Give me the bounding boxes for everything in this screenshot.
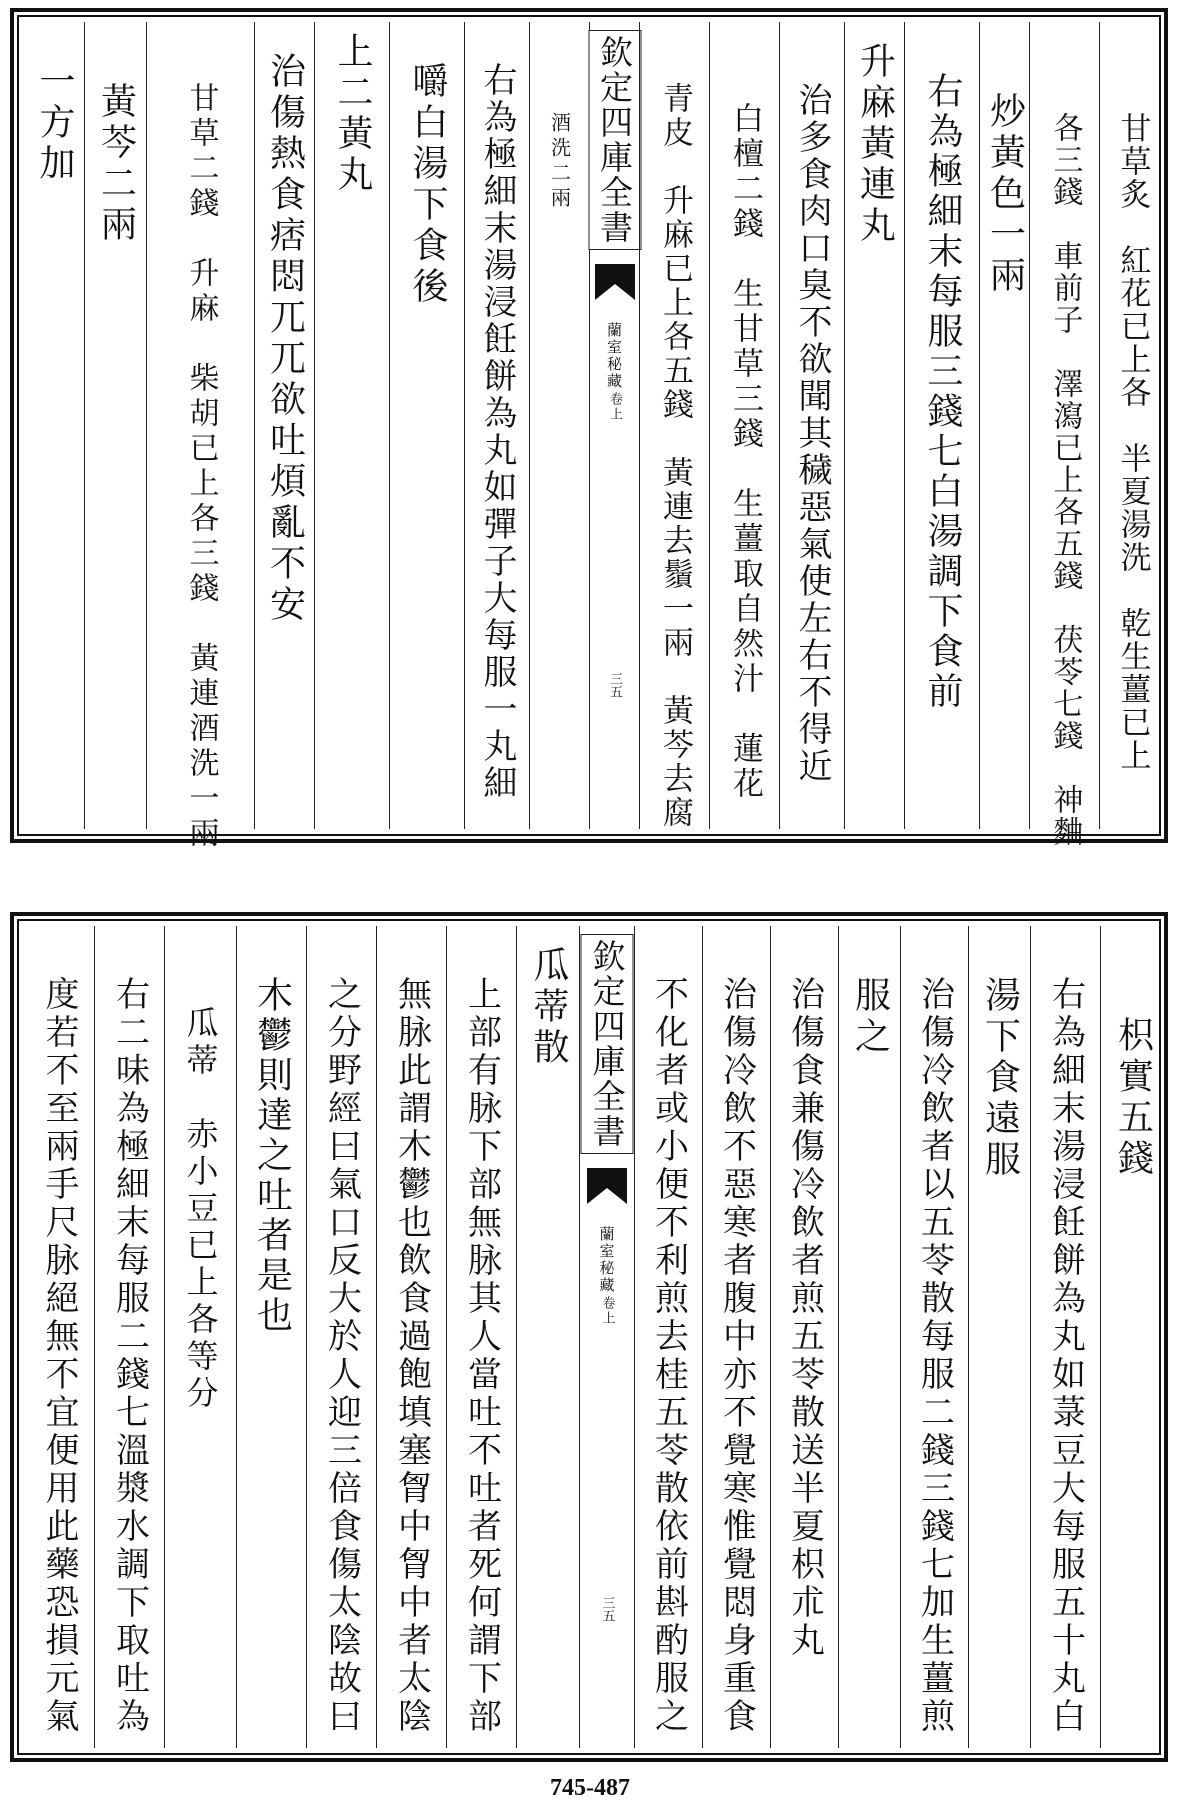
column-text: 甘草炙 紅花已上各 半夏湯洗 乾生薑已上 [1114,112,1151,772]
column-text: 不化者或小便不利煎去桂五苓散依前斟酌服之 [648,976,689,1736]
column-text: 各三錢 車前子 澤瀉已上各五錢 茯苓七錢 神麯 [1047,112,1083,848]
leaf-number: 三五 [599,1596,615,1622]
text-column [900,926,968,1748]
column-text: 炒黃色一兩 [984,92,1026,297]
column-text: 治傷食兼傷冷飲者煎五苓散送半夏枳朮丸 [784,976,825,1660]
book-title: 欽定四庫全書 [581,934,634,1154]
top-page-columns [24,22,1154,852]
column-text: 酒洗二兩 [547,112,572,212]
text-column [1100,926,1164,1748]
text-column [779,22,844,829]
text-column [389,22,464,829]
text-column [968,926,1030,1748]
text-column [164,926,236,1748]
volume-name: 蘭室秘藏 [597,1226,616,1294]
center-fold [589,22,639,829]
column-text: 治傷熱食痞悶兀兀欲吐煩亂不安 [264,52,306,626]
column-text: 無脉此謂木鬱也飲食過飽填塞胷中胷中者太陰 [391,976,432,1736]
column-text: 治傷冷飲不惡寒者腹中亦不覺寒惟覺悶身重食 [716,976,757,1736]
text-column [376,926,446,1748]
text-column [979,22,1029,829]
text-column [94,926,164,1748]
column-text: 上部有脉下部無脉其人當吐不吐者死何謂下部 [461,976,502,1736]
top-page [10,8,1168,852]
column-text: 瓜蒂散 [528,946,569,1069]
text-column [1029,22,1099,848]
column-text: 治多食肉口臭不欲聞其穢惡氣使左右不得近 [792,82,832,785]
column-text: 右為細末湯浸飪餅為丸如菉豆大每服五十丸白 [1045,976,1086,1736]
column-text: 升麻黃連丸 [854,42,896,247]
fishtail-mark-icon [585,1166,629,1206]
text-column [314,22,389,829]
column-text: 度若不至兩手尺脉絕無不宜便用此藥恐損元氣 [39,976,79,1736]
bottom-page [10,912,1168,1762]
column-text: 右為極細末每服三錢七白湯調下食前 [922,72,963,712]
text-column [24,22,84,829]
text-column [84,22,146,829]
column-text: 嚼白湯下食後 [407,62,448,308]
text-column [634,926,702,1748]
column-text: 白檀二錢 生甘草三錢 生薑取自然汁 蓮花 [727,102,763,802]
page-number: 745-487 [550,1775,630,1801]
text-column [306,926,376,1748]
book-title: 欽定四庫全書 [588,30,641,250]
column-text: 湯下食遠服 [979,976,1021,1181]
column-text: 青皮 升麻已上各五錢 黃連去鬚一兩 黃芩去腐 [657,82,693,830]
column-text: 服之 [849,976,891,1058]
fishtail-mark-icon [593,262,637,302]
leaf-number: 三五 [607,672,622,698]
volume-section: 卷上 [607,392,622,422]
column-text: 治傷冷飲者以五苓散每服二錢三錢七加生薑煎 [914,976,955,1736]
text-column [639,22,709,829]
text-column [446,926,516,1748]
column-text: 黃芩二兩 [95,82,137,246]
text-column [146,22,254,852]
bottom-page-columns [24,926,1154,1748]
center-fold [579,926,634,1748]
column-text: 木鬱則達之吐者是也 [251,976,293,1336]
text-column [904,22,979,829]
text-column [702,926,770,1748]
volume-section: 卷上 [599,1296,615,1326]
text-column [529,22,589,829]
volume-name: 蘭室秘藏 [605,322,623,390]
column-text: 甘草二錢 升麻 柴胡已上各三錢 黃連酒洗一兩 [183,82,219,852]
column-text: 右二味為極細末每服二錢七溫漿水調下取吐為 [109,976,150,1736]
text-column [254,22,314,829]
column-text: 之分野經曰氣口反大於人迎三倍食傷太陰故曰 [321,976,362,1736]
text-column [516,926,579,1748]
text-column [236,926,306,1748]
column-text: 右為極細末湯浸飪餅為丸如彈子大每服一丸細 [477,62,517,802]
text-column [709,22,779,829]
column-text: 一方加 [34,62,75,185]
column-text: 瓜蒂 赤小豆已上各等分 [181,1006,220,1413]
text-column [1030,926,1100,1748]
text-column [464,22,529,829]
column-text: 上二黃丸 [332,32,373,196]
text-column [24,926,94,1748]
text-column [770,926,838,1748]
column-text: 枳實五錢 [1112,1016,1154,1180]
text-column [1099,22,1164,829]
text-column [838,926,900,1748]
text-column [844,22,904,829]
